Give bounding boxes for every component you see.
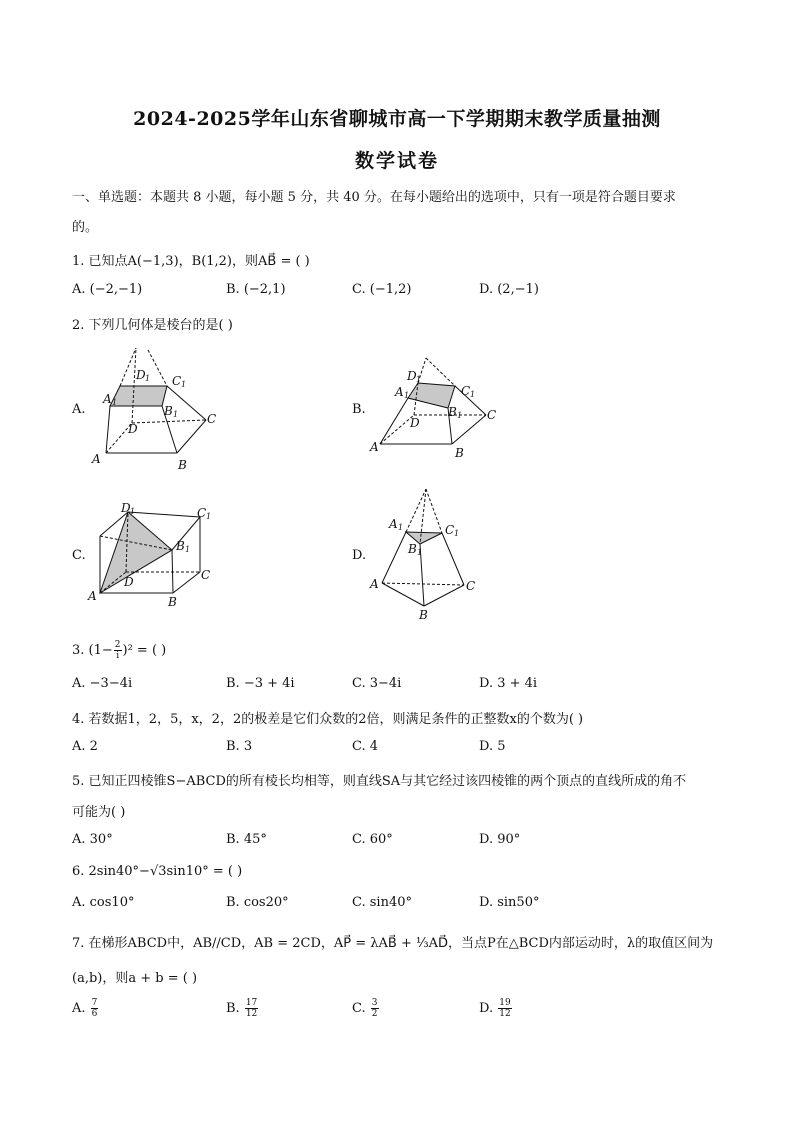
- option-c[interactable]: C. $\frac{3}{2}$: [352, 998, 378, 1019]
- label-A1: A: [395, 385, 404, 399]
- label-B1: B: [408, 542, 417, 556]
- svg-text:1: 1: [398, 523, 404, 532]
- label-C1: C: [172, 374, 182, 388]
- label-B1: B: [176, 539, 185, 553]
- section-instructions-cont: 的。: [72, 220, 99, 235]
- label-A: A: [92, 452, 101, 466]
- label-B1: B: [164, 404, 173, 418]
- label-C: C: [201, 568, 211, 582]
- svg-text:1: 1: [457, 411, 463, 420]
- label-C: C: [207, 412, 217, 426]
- svg-text:1: 1: [185, 545, 191, 554]
- option-c[interactable]: C. 4: [352, 739, 379, 754]
- option-d[interactable]: D. 5: [479, 739, 506, 754]
- question-1-stem: 1. 已知点A(−1,3)，B(1,2)，则AB⃗ = ( ): [72, 254, 310, 269]
- frustum-figure-d: [368, 486, 508, 621]
- option-a[interactable]: A. cos10°: [72, 895, 135, 910]
- option-c[interactable]: C. sin40°: [352, 895, 412, 910]
- section-instructions: 一、单选题：本题共 8 小题，每小题 5 分，共 40 分。在每小题给出的选项中，只有一项是符合题目要求: [72, 190, 676, 205]
- option-b[interactable]: B.: [352, 402, 366, 417]
- label-D: D: [128, 422, 138, 436]
- label-C: C: [466, 579, 476, 593]
- svg-text:1: 1: [173, 410, 179, 419]
- label-A: A: [370, 577, 379, 591]
- svg-text:1: 1: [145, 374, 151, 383]
- option-d[interactable]: D. sin50°: [479, 895, 540, 910]
- svg-text:1: 1: [470, 390, 476, 399]
- label-B: B: [455, 446, 464, 460]
- question-7-stem: 7. 在梯形ABCD中，AB//CD，AB = 2CD，AP⃗ = λAB⃗ + ⅓AD⃗，当点P在△BCD内部运动时，λ的取值区间为: [72, 936, 714, 951]
- label-B: B: [419, 608, 428, 622]
- question-6-stem: 6. 2sin40°−√3sin10° = ( ): [72, 864, 243, 879]
- option-b[interactable]: B. cos20°: [226, 895, 289, 910]
- option-c[interactable]: C.: [72, 548, 86, 563]
- option-a[interactable]: A. $\frac{7}{6}$: [72, 998, 98, 1019]
- fraction: $\frac{2}{i}$: [114, 640, 121, 661]
- prism-figure-c: [88, 500, 228, 610]
- question-3-stem: 3. (1− $\frac{2}{i}$ )² = ( ): [72, 640, 167, 661]
- svg-text:1: 1: [112, 398, 118, 407]
- label-A1: A: [389, 517, 398, 531]
- svg-text:1: 1: [416, 375, 422, 384]
- option-c[interactable]: C. 3−4i: [352, 676, 402, 691]
- option-d[interactable]: D. (2,−1): [479, 282, 539, 297]
- option-b[interactable]: B. 3: [226, 739, 253, 754]
- label-D1: D: [136, 368, 146, 382]
- label-C1: C: [461, 384, 471, 398]
- label-D1: D: [121, 501, 131, 515]
- frustum-figure-b: [368, 355, 508, 465]
- question-7-stem-cont: (a,b)，则a + b = ( ): [72, 971, 198, 986]
- label-D: D: [124, 575, 134, 589]
- label-A: A: [88, 589, 97, 603]
- option-b[interactable]: B. 45°: [226, 832, 267, 847]
- option-a[interactable]: A.: [72, 402, 86, 417]
- option-d[interactable]: D.: [352, 548, 367, 563]
- svg-text:1: 1: [206, 512, 212, 521]
- page-title: 2024-2025学年山东省聊城市高一下学期期末教学质量抽测: [133, 108, 661, 130]
- svg-text:1: 1: [404, 391, 410, 400]
- label-A1: A: [103, 392, 112, 406]
- option-d[interactable]: D. $\frac{19}{12}$: [479, 998, 511, 1019]
- question-2-stem: 2. 下列几何体是棱台的是( ): [72, 318, 233, 333]
- svg-text:1: 1: [130, 507, 136, 516]
- svg-text:1: 1: [454, 529, 460, 538]
- label-B: B: [168, 595, 177, 609]
- option-a[interactable]: A. −3−4i: [72, 676, 133, 691]
- label-C: C: [487, 408, 497, 422]
- label-C1: C: [445, 523, 455, 537]
- frustum-figure-a: [88, 345, 228, 475]
- question-5-stem: 5. 已知正四棱锥S−ABCD的所有棱长均相等，则直线SA与其它经过该四棱锥的两个顶点的直线所成的角不: [72, 774, 687, 789]
- option-b[interactable]: B. (−2,1): [226, 282, 286, 297]
- option-d[interactable]: D. 90°: [479, 832, 521, 847]
- label-A: A: [370, 440, 379, 454]
- label-D: D: [410, 416, 420, 430]
- label-B1: B: [448, 405, 457, 419]
- option-a[interactable]: A. 30°: [72, 832, 113, 847]
- option-d[interactable]: D. 3 + 4i: [479, 676, 538, 691]
- option-b[interactable]: B. $\frac{17}{12}$: [226, 998, 258, 1019]
- svg-text:1: 1: [417, 548, 423, 557]
- question-4-stem: 4. 若数据1，2，5，x，2，2的极差是它们众数的2倍，则满足条件的正整数x的个数为( ): [72, 712, 584, 727]
- option-a[interactable]: A. 2: [72, 739, 98, 754]
- label-C1: C: [197, 506, 207, 520]
- option-c[interactable]: C. (−1,2): [352, 282, 412, 297]
- option-a[interactable]: A. (−2,−1): [72, 282, 143, 297]
- question-5-stem-cont: 可能为( ): [72, 805, 126, 820]
- label-D1: D: [407, 369, 417, 383]
- label-B: B: [178, 458, 187, 472]
- page-subtitle: 数学试卷: [354, 150, 439, 172]
- option-b[interactable]: B. −3 + 4i: [226, 676, 295, 691]
- svg-text:1: 1: [181, 380, 187, 389]
- option-c[interactable]: C. 60°: [352, 832, 393, 847]
